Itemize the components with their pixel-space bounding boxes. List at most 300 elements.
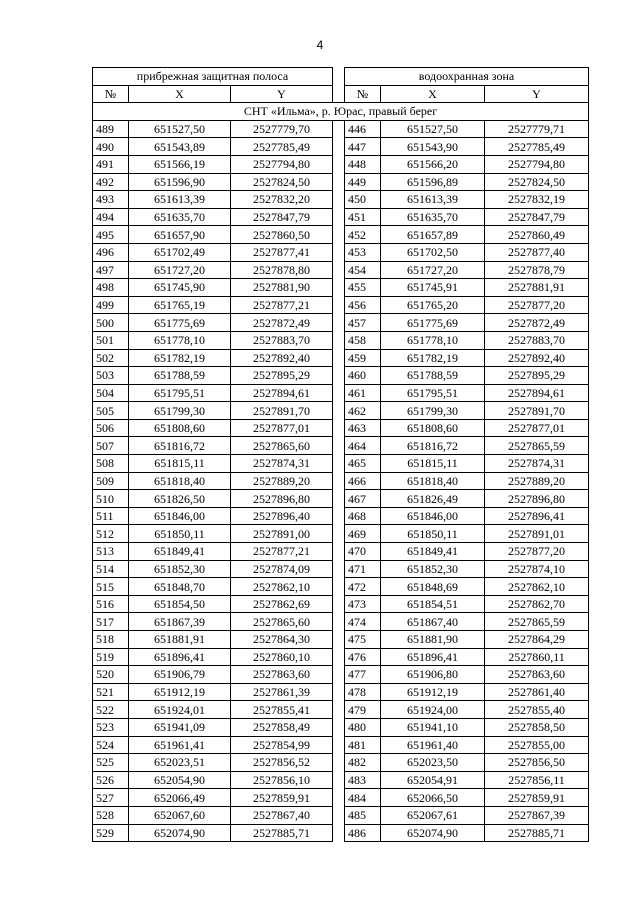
right-x-value: 651850,11 — [381, 525, 485, 543]
right-point-number: 469 — [345, 525, 381, 543]
left-x-value: 651896,41 — [129, 648, 231, 666]
right-point-number: 458 — [345, 331, 381, 349]
right-y-value: 2527878,79 — [485, 261, 589, 279]
right-x-value: 651912,19 — [381, 683, 485, 701]
left-y-value: 2527877,41 — [231, 243, 333, 261]
column-gap — [333, 173, 345, 191]
right-x-value: 651782,19 — [381, 349, 485, 367]
left-point-number: 523 — [93, 718, 129, 736]
column-gap — [333, 631, 345, 649]
left-y-value: 2527883,70 — [231, 331, 333, 349]
left-y-value: 2527895,29 — [231, 367, 333, 385]
right-y-value: 2527824,50 — [485, 173, 589, 191]
right-y-value: 2527867,39 — [485, 806, 589, 824]
left-point-number: 500 — [93, 314, 129, 332]
column-gap — [333, 806, 345, 824]
right-x-value: 651799,30 — [381, 402, 485, 420]
left-x-value: 651906,79 — [129, 666, 231, 684]
left-y-value: 2527877,21 — [231, 543, 333, 561]
left-y-value: 2527867,40 — [231, 806, 333, 824]
section-title: СНТ «Ильма», р. Юрас, правый берег — [93, 103, 589, 121]
left-y-value: 2527860,50 — [231, 226, 333, 244]
left-x-value: 651846,00 — [129, 507, 231, 525]
left-y-value: 2527859,91 — [231, 789, 333, 807]
column-gap — [333, 490, 345, 508]
left-x-value: 652054,90 — [129, 771, 231, 789]
left-y-value: 2527891,00 — [231, 525, 333, 543]
right-y-value: 2527895,29 — [485, 367, 589, 385]
column-gap — [333, 560, 345, 578]
left-point-number: 492 — [93, 173, 129, 191]
left-x-value: 651782,19 — [129, 349, 231, 367]
table-row — [93, 455, 589, 473]
left-x-value: 651775,69 — [129, 314, 231, 332]
left-y-value: 2527847,79 — [231, 208, 333, 226]
right-y-value: 2527860,49 — [485, 226, 589, 244]
right-y-value: 2527877,40 — [485, 243, 589, 261]
left-y-header: Y — [231, 85, 333, 103]
left-x-value: 651702,49 — [129, 243, 231, 261]
right-x-value: 651896,41 — [381, 648, 485, 666]
left-y-value: 2527892,40 — [231, 349, 333, 367]
right-point-number: 472 — [345, 578, 381, 596]
left-y-value: 2527856,10 — [231, 771, 333, 789]
right-y-value: 2527881,91 — [485, 279, 589, 297]
left-x-value: 651727,20 — [129, 261, 231, 279]
left-no-header: № — [93, 85, 129, 103]
left-y-value: 2527860,10 — [231, 648, 333, 666]
left-y-value: 2527863,60 — [231, 666, 333, 684]
column-gap — [333, 543, 345, 561]
left-point-number: 501 — [93, 331, 129, 349]
table-row — [93, 314, 589, 332]
column-gap — [333, 701, 345, 719]
column-gap — [333, 578, 345, 596]
left-y-value: 2527864,30 — [231, 631, 333, 649]
left-y-value: 2527874,31 — [231, 455, 333, 473]
column-gap — [333, 525, 345, 543]
table-row — [93, 490, 589, 508]
right-x-value: 651867,40 — [381, 613, 485, 631]
right-x-value: 651543,90 — [381, 138, 485, 156]
right-y-value: 2527865,59 — [485, 613, 589, 631]
table-row — [93, 543, 589, 561]
right-y-value: 2527847,79 — [485, 208, 589, 226]
left-x-value: 651961,41 — [129, 736, 231, 754]
column-gap — [333, 455, 345, 473]
column-gap — [333, 138, 345, 156]
left-x-value: 651778,10 — [129, 331, 231, 349]
right-point-number: 486 — [345, 824, 381, 842]
table-row — [93, 349, 589, 367]
table-row — [93, 243, 589, 261]
right-point-number: 465 — [345, 455, 381, 473]
column-gap — [333, 402, 345, 420]
right-x-value: 651852,30 — [381, 560, 485, 578]
right-y-value: 2527832,19 — [485, 191, 589, 209]
table-row — [93, 507, 589, 525]
right-y-value: 2527855,40 — [485, 701, 589, 719]
right-point-number: 482 — [345, 754, 381, 772]
left-point-number: 524 — [93, 736, 129, 754]
left-point-number: 491 — [93, 155, 129, 173]
right-x-value: 651795,51 — [381, 384, 485, 402]
left-point-number: 508 — [93, 455, 129, 473]
column-gap — [333, 507, 345, 525]
left-point-number: 525 — [93, 754, 129, 772]
column-gap — [333, 771, 345, 789]
right-y-value: 2527864,29 — [485, 631, 589, 649]
left-point-number: 513 — [93, 543, 129, 561]
right-x-value: 651527,50 — [381, 120, 485, 138]
table-row — [93, 261, 589, 279]
right-point-number: 485 — [345, 806, 381, 824]
table-row — [93, 648, 589, 666]
right-x-value: 651702,50 — [381, 243, 485, 261]
right-y-value: 2527779,71 — [485, 120, 589, 138]
left-x-value: 651527,50 — [129, 120, 231, 138]
table-row — [93, 683, 589, 701]
left-y-value: 2527885,71 — [231, 824, 333, 842]
right-x-value: 651808,60 — [381, 419, 485, 437]
right-x-value: 651881,90 — [381, 631, 485, 649]
right-y-value: 2527862,10 — [485, 578, 589, 596]
right-x-value: 652066,50 — [381, 789, 485, 807]
left-point-number: 498 — [93, 279, 129, 297]
right-point-number: 473 — [345, 595, 381, 613]
left-point-number: 510 — [93, 490, 129, 508]
left-x-value: 651799,30 — [129, 402, 231, 420]
left-x-value: 651848,70 — [129, 578, 231, 596]
right-point-number: 453 — [345, 243, 381, 261]
right-x-value: 651765,20 — [381, 296, 485, 314]
left-x-value: 651635,70 — [129, 208, 231, 226]
column-gap — [333, 648, 345, 666]
left-point-number: 511 — [93, 507, 129, 525]
left-x-value: 651816,72 — [129, 437, 231, 455]
table-row — [93, 155, 589, 173]
column-gap — [333, 226, 345, 244]
left-x-value: 651765,19 — [129, 296, 231, 314]
left-x-value: 652023,51 — [129, 754, 231, 772]
right-point-number: 478 — [345, 683, 381, 701]
left-y-value: 2527877,21 — [231, 296, 333, 314]
left-y-value: 2527896,40 — [231, 507, 333, 525]
right-x-value: 651635,70 — [381, 208, 485, 226]
right-y-value: 2527894,61 — [485, 384, 589, 402]
left-x-value: 651850,11 — [129, 525, 231, 543]
table-row — [93, 789, 589, 807]
left-x-value: 652066,49 — [129, 789, 231, 807]
right-point-number: 449 — [345, 173, 381, 191]
left-point-number: 507 — [93, 437, 129, 455]
column-gap — [333, 367, 345, 385]
right-y-header: Y — [485, 85, 589, 103]
column-gap — [333, 314, 345, 332]
right-point-number: 480 — [345, 718, 381, 736]
left-point-number: 506 — [93, 419, 129, 437]
right-x-value: 651566,20 — [381, 155, 485, 173]
right-x-value: 651788,59 — [381, 367, 485, 385]
left-x-value: 651613,39 — [129, 191, 231, 209]
left-y-value: 2527891,70 — [231, 402, 333, 420]
table-row — [93, 754, 589, 772]
table-row — [93, 138, 589, 156]
right-x-value: 652074,90 — [381, 824, 485, 842]
right-point-number: 464 — [345, 437, 381, 455]
right-group-header: водоохранная зона — [345, 68, 589, 86]
right-x-value: 652054,91 — [381, 771, 485, 789]
left-point-number: 528 — [93, 806, 129, 824]
left-y-value: 2527878,80 — [231, 261, 333, 279]
right-point-number: 452 — [345, 226, 381, 244]
left-y-value: 2527874,09 — [231, 560, 333, 578]
left-x-value: 651854,50 — [129, 595, 231, 613]
left-x-value: 652074,90 — [129, 824, 231, 842]
column-gap — [333, 789, 345, 807]
column-gap — [333, 718, 345, 736]
left-x-value: 651566,19 — [129, 155, 231, 173]
right-point-number: 467 — [345, 490, 381, 508]
table-row — [93, 367, 589, 385]
left-x-value: 651596,90 — [129, 173, 231, 191]
right-y-value: 2527865,59 — [485, 437, 589, 455]
left-x-value: 651912,19 — [129, 683, 231, 701]
left-point-number: 509 — [93, 472, 129, 490]
table-row — [93, 806, 589, 824]
left-y-value: 2527785,49 — [231, 138, 333, 156]
table-row — [93, 472, 589, 490]
column-gap — [333, 68, 345, 86]
left-x-value: 651826,50 — [129, 490, 231, 508]
right-point-number: 456 — [345, 296, 381, 314]
right-y-value: 2527863,60 — [485, 666, 589, 684]
right-x-value: 651849,41 — [381, 543, 485, 561]
right-point-number: 462 — [345, 402, 381, 420]
right-y-value: 2527892,40 — [485, 349, 589, 367]
left-x-value: 651881,91 — [129, 631, 231, 649]
table-row — [93, 666, 589, 684]
column-gap — [333, 472, 345, 490]
column-gap — [333, 595, 345, 613]
left-point-number: 490 — [93, 138, 129, 156]
left-point-number: 502 — [93, 349, 129, 367]
right-y-value: 2527794,80 — [485, 155, 589, 173]
right-y-value: 2527896,41 — [485, 507, 589, 525]
right-point-number: 479 — [345, 701, 381, 719]
right-y-value: 2527874,10 — [485, 560, 589, 578]
right-y-value: 2527874,31 — [485, 455, 589, 473]
left-x-value: 651745,90 — [129, 279, 231, 297]
table-row — [93, 331, 589, 349]
left-point-number: 504 — [93, 384, 129, 402]
right-point-number: 450 — [345, 191, 381, 209]
right-y-value: 2527858,50 — [485, 718, 589, 736]
right-y-value: 2527785,49 — [485, 138, 589, 156]
left-point-number: 499 — [93, 296, 129, 314]
table-row — [93, 120, 589, 138]
left-point-number: 493 — [93, 191, 129, 209]
column-gap — [333, 296, 345, 314]
left-point-number: 516 — [93, 595, 129, 613]
table-row — [93, 208, 589, 226]
right-x-value: 651613,39 — [381, 191, 485, 209]
left-x-value: 651852,30 — [129, 560, 231, 578]
right-x-value: 651924,00 — [381, 701, 485, 719]
left-y-value: 2527861,39 — [231, 683, 333, 701]
table-row — [93, 578, 589, 596]
left-point-number: 526 — [93, 771, 129, 789]
column-gap — [333, 683, 345, 701]
right-x-value: 651818,40 — [381, 472, 485, 490]
right-point-number: 448 — [345, 155, 381, 173]
right-y-value: 2527889,20 — [485, 472, 589, 490]
table-row — [93, 173, 589, 191]
right-x-value: 651727,20 — [381, 261, 485, 279]
left-x-value: 651657,90 — [129, 226, 231, 244]
left-y-value: 2527896,80 — [231, 490, 333, 508]
right-y-value: 2527860,11 — [485, 648, 589, 666]
left-point-number: 505 — [93, 402, 129, 420]
right-point-number: 455 — [345, 279, 381, 297]
column-gap — [333, 208, 345, 226]
left-y-value: 2527862,69 — [231, 595, 333, 613]
right-point-number: 463 — [345, 419, 381, 437]
right-y-value: 2527891,01 — [485, 525, 589, 543]
left-y-value: 2527855,41 — [231, 701, 333, 719]
left-y-value: 2527877,01 — [231, 419, 333, 437]
right-x-value: 651778,10 — [381, 331, 485, 349]
left-x-value: 651543,89 — [129, 138, 231, 156]
right-y-value: 2527856,11 — [485, 771, 589, 789]
table-row — [93, 384, 589, 402]
left-y-value: 2527854,99 — [231, 736, 333, 754]
left-point-number: 520 — [93, 666, 129, 684]
right-x-value: 652023,50 — [381, 754, 485, 772]
left-y-value: 2527856,52 — [231, 754, 333, 772]
left-y-value: 2527794,80 — [231, 155, 333, 173]
table-row — [93, 402, 589, 420]
column-gap — [333, 736, 345, 754]
column-gap — [333, 243, 345, 261]
right-point-number: 451 — [345, 208, 381, 226]
left-x-value: 652067,60 — [129, 806, 231, 824]
left-y-value: 2527894,61 — [231, 384, 333, 402]
column-gap — [333, 349, 345, 367]
right-x-value: 651816,72 — [381, 437, 485, 455]
table-row — [93, 279, 589, 297]
right-x-value: 651941,10 — [381, 718, 485, 736]
left-y-value: 2527858,49 — [231, 718, 333, 736]
left-y-value: 2527832,20 — [231, 191, 333, 209]
left-x-value: 651818,40 — [129, 472, 231, 490]
column-gap — [333, 120, 345, 138]
column-gap — [333, 85, 345, 103]
left-y-value: 2527881,90 — [231, 279, 333, 297]
left-x-value: 651795,51 — [129, 384, 231, 402]
column-gap — [333, 331, 345, 349]
left-y-value: 2527862,10 — [231, 578, 333, 596]
group-header-row — [93, 68, 589, 86]
right-y-value: 2527877,20 — [485, 296, 589, 314]
right-point-number: 470 — [345, 543, 381, 561]
left-point-number: 497 — [93, 261, 129, 279]
column-gap — [333, 613, 345, 631]
left-x-header: X — [129, 85, 231, 103]
left-y-value: 2527824,50 — [231, 173, 333, 191]
table-row — [93, 736, 589, 754]
table-row — [93, 419, 589, 437]
column-gap — [333, 419, 345, 437]
table-row — [93, 226, 589, 244]
table-row — [93, 437, 589, 455]
right-point-number: 483 — [345, 771, 381, 789]
right-x-value: 651745,91 — [381, 279, 485, 297]
column-header-row — [93, 85, 589, 103]
left-point-number: 496 — [93, 243, 129, 261]
right-point-number: 446 — [345, 120, 381, 138]
left-point-number: 489 — [93, 120, 129, 138]
left-group-header: прибрежная защитная полоса — [93, 68, 333, 86]
right-x-value: 651775,69 — [381, 314, 485, 332]
right-y-value: 2527872,49 — [485, 314, 589, 332]
right-x-value: 651906,80 — [381, 666, 485, 684]
column-gap — [333, 824, 345, 842]
left-point-number: 514 — [93, 560, 129, 578]
table-row — [93, 631, 589, 649]
right-point-number: 474 — [345, 613, 381, 631]
column-gap — [333, 754, 345, 772]
right-y-value: 2527856,50 — [485, 754, 589, 772]
left-y-value: 2527889,20 — [231, 472, 333, 490]
right-x-value: 651815,11 — [381, 455, 485, 473]
right-x-value: 651657,89 — [381, 226, 485, 244]
right-y-value: 2527896,80 — [485, 490, 589, 508]
left-point-number: 515 — [93, 578, 129, 596]
right-y-value: 2527877,01 — [485, 419, 589, 437]
left-x-value: 651788,59 — [129, 367, 231, 385]
right-x-value: 651846,00 — [381, 507, 485, 525]
right-point-number: 459 — [345, 349, 381, 367]
left-x-value: 651941,09 — [129, 718, 231, 736]
left-y-value: 2527865,60 — [231, 437, 333, 455]
right-point-number: 466 — [345, 472, 381, 490]
right-point-number: 475 — [345, 631, 381, 649]
table-row — [93, 560, 589, 578]
right-y-value: 2527855,00 — [485, 736, 589, 754]
right-y-value: 2527861,40 — [485, 683, 589, 701]
right-y-value: 2527877,20 — [485, 543, 589, 561]
right-y-value: 2527859,91 — [485, 789, 589, 807]
column-gap — [333, 191, 345, 209]
table-row — [93, 191, 589, 209]
left-point-number: 517 — [93, 613, 129, 631]
coordinates-table — [92, 67, 589, 842]
table-row — [93, 771, 589, 789]
right-x-value: 651848,69 — [381, 578, 485, 596]
left-x-value: 651867,39 — [129, 613, 231, 631]
right-y-value: 2527862,70 — [485, 595, 589, 613]
right-no-header: № — [345, 85, 381, 103]
column-gap — [333, 437, 345, 455]
left-point-number: 527 — [93, 789, 129, 807]
right-x-value: 651961,40 — [381, 736, 485, 754]
left-y-value: 2527865,60 — [231, 613, 333, 631]
right-point-number: 468 — [345, 507, 381, 525]
right-point-number: 454 — [345, 261, 381, 279]
right-y-value: 2527885,71 — [485, 824, 589, 842]
column-gap — [333, 384, 345, 402]
